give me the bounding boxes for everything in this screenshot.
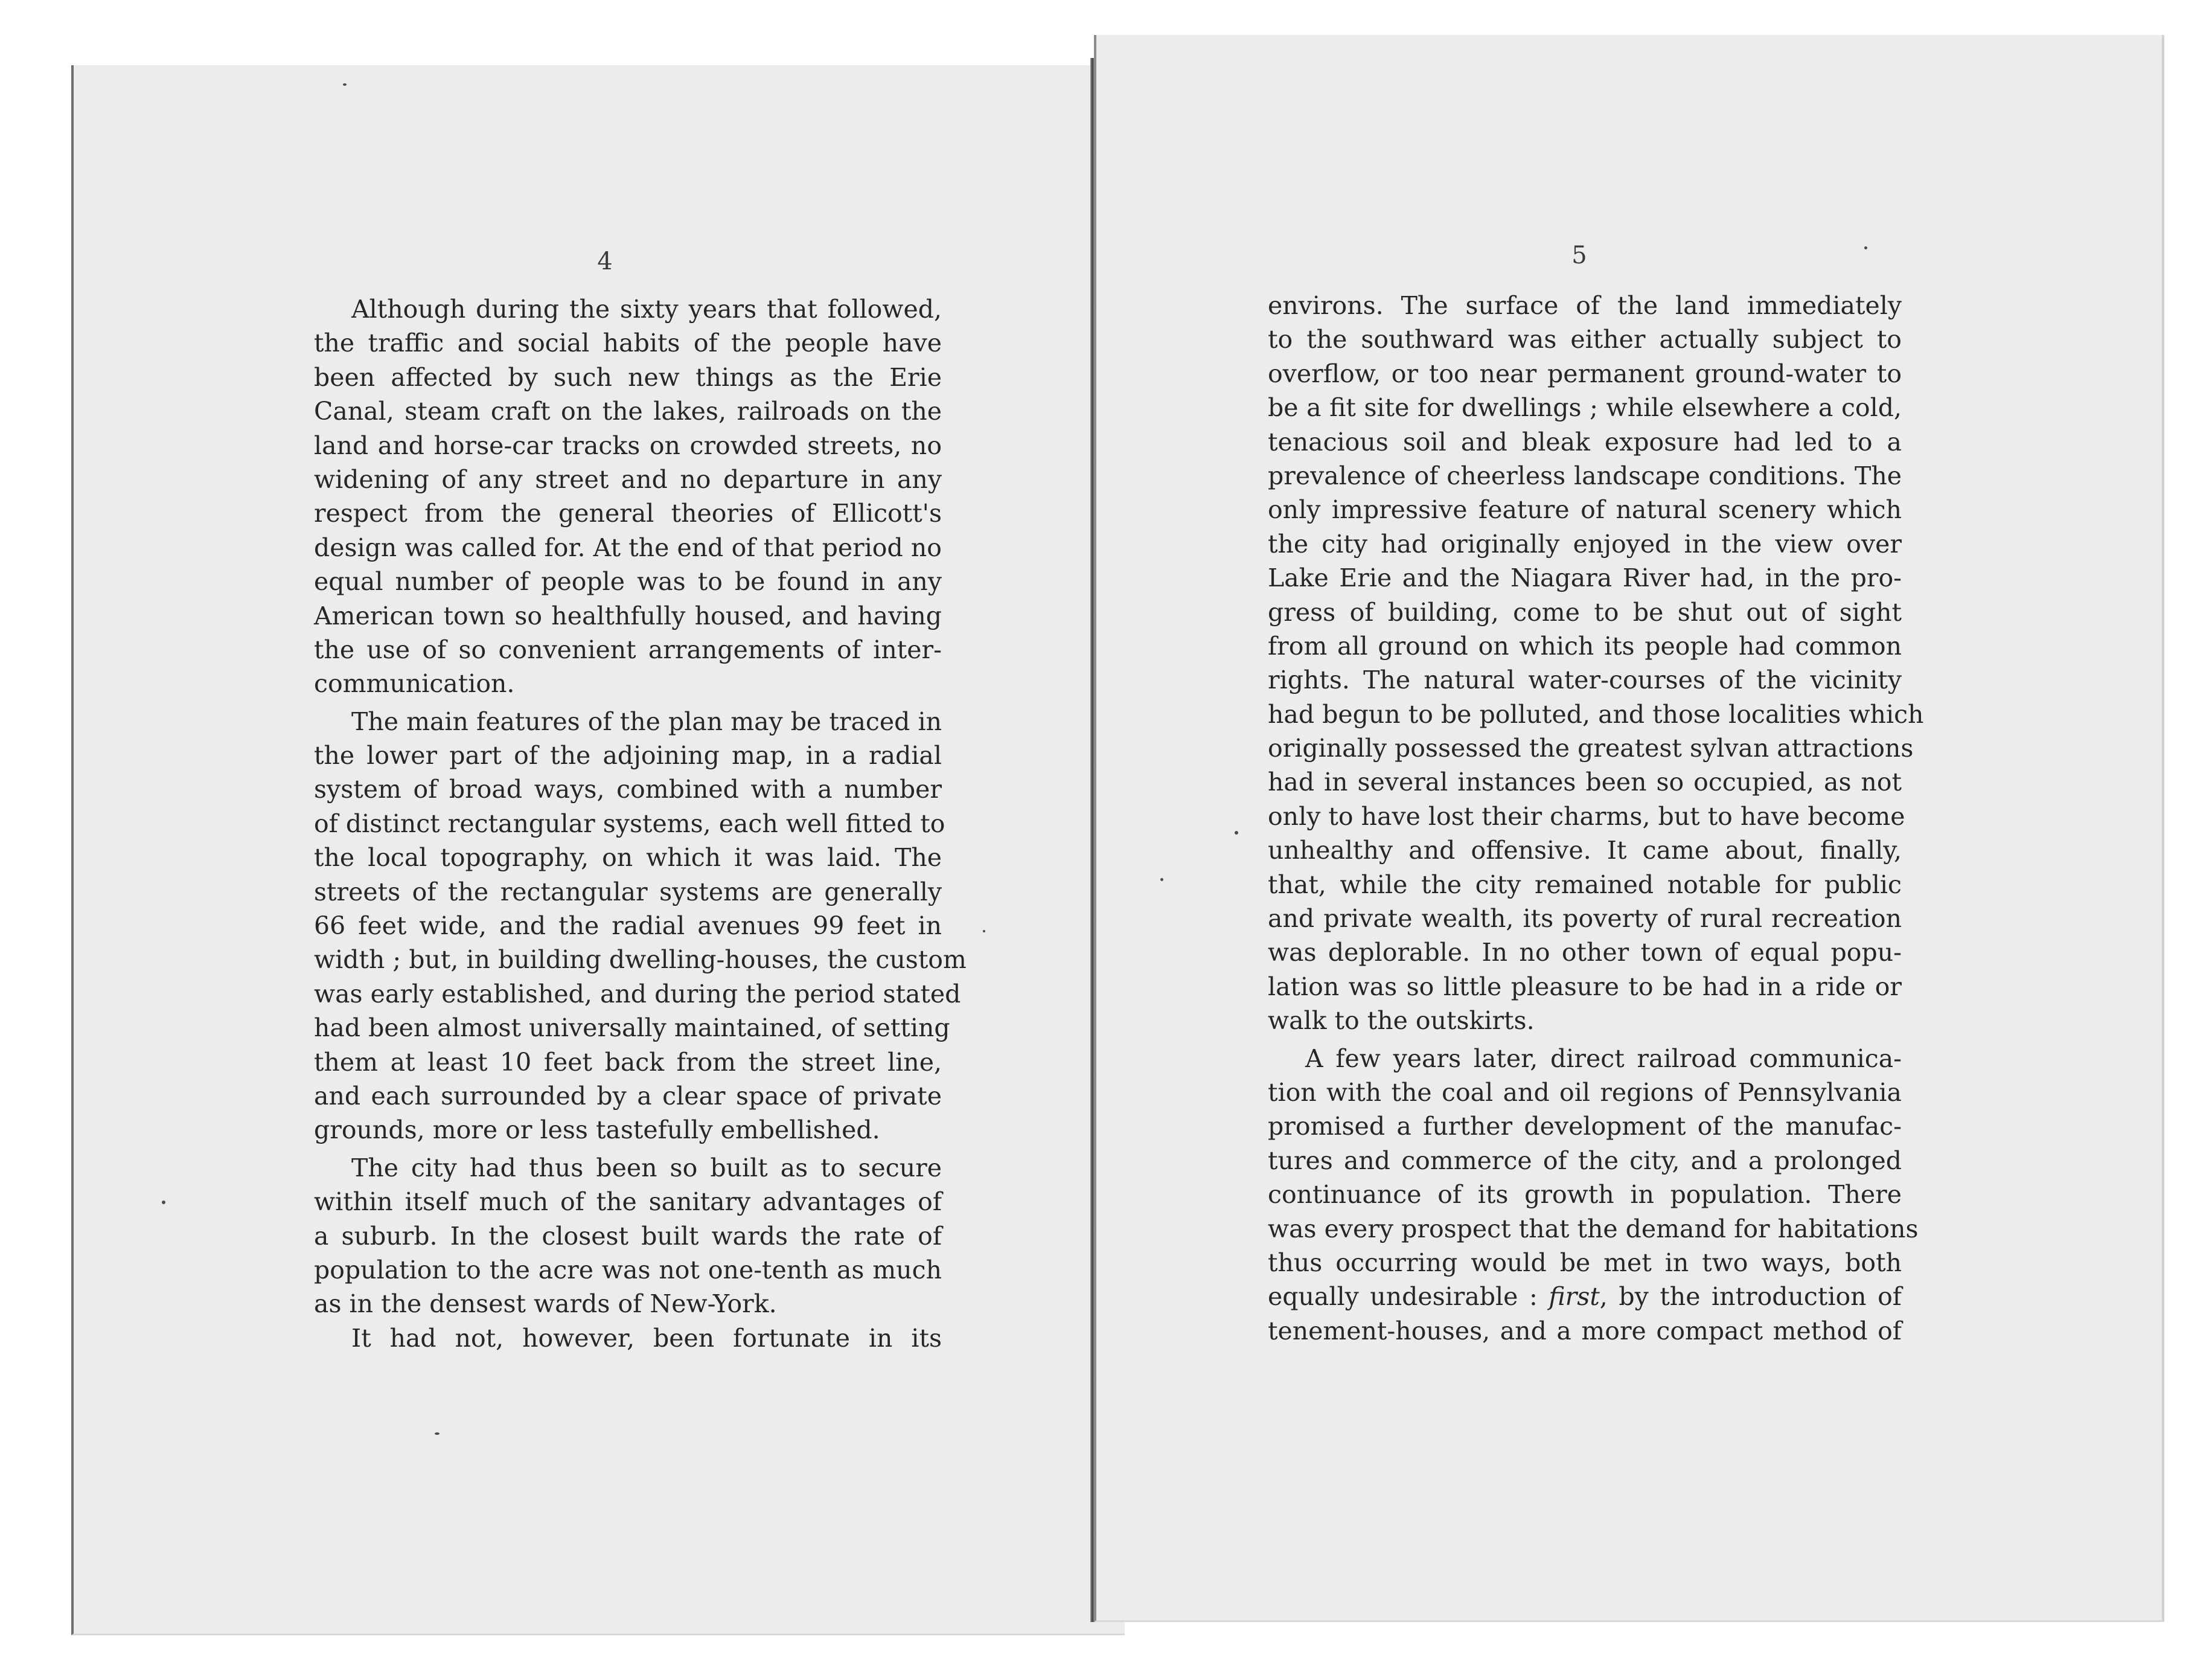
text-line: communication. [314, 669, 515, 699]
text-line: environs. The surface of the land immediately [1268, 291, 1902, 320]
text-line: the local topography, on which it was laid. The [314, 843, 942, 873]
left-page-text [314, 292, 967, 1355]
text-line: originally possessed the greatest sylvan attractions [1268, 734, 1914, 763]
text-line: 66 feet wide, and the radial avenues 99 feet in [314, 911, 942, 941]
text-line: only to have lost their charms, but to have become [1268, 801, 1905, 831]
text-line: within itself much of the sanitary advantages of [314, 1187, 942, 1217]
text-line: width ; but, in building dwelling-houses, the custom [314, 945, 967, 975]
text-line: was early established, and during the period stated [314, 979, 961, 1008]
text-line: population to the acre was not one-tenth as much [314, 1255, 942, 1284]
text-line: was every prospect that the demand for habitations [1268, 1214, 1919, 1243]
text-line: widening of any street and no departure in any [314, 464, 942, 494]
text-line: the lower part of the adjoining map, in a radial [314, 741, 942, 771]
text-line: rights. The natural water-courses of the vicinity [1268, 665, 1902, 695]
text-line: be a fit site for dwellings ; while elsewhere a cold, [1268, 393, 1902, 423]
text-line: was deplorable. In no other town of equal popu- [1268, 938, 1902, 967]
text-line: American town so healthfully housed, and having [314, 601, 942, 630]
text-line: only impressive feature of natural scenery which [1268, 495, 1902, 525]
text-fragment: equally undesirable : [1268, 1282, 1549, 1312]
text-line: as in the densest wards of New-York. [314, 1289, 777, 1319]
text-line: tenement-houses, and a more compact method of [1268, 1316, 1902, 1345]
text-line: thus occurring would be met in two ways, both [1268, 1248, 1902, 1277]
text-line: tion with the coal and oil regions of Pennsylvania [1268, 1077, 1902, 1107]
text-line: tenacious soil and bleak exposure had led to a [1268, 427, 1902, 457]
book-spine [1090, 58, 1095, 1622]
text-line: from all ground on which its people had common [1268, 631, 1902, 661]
right-page-text [1268, 289, 1924, 1348]
scan-speck [162, 1201, 165, 1204]
text-line: them at least 10 feet back from the street line, [314, 1047, 942, 1077]
paragraph [314, 705, 967, 1147]
text-line: the traffic and social habits of the people have [314, 329, 942, 358]
text-line: The main features of the plan may be traced in [351, 707, 942, 736]
text-line: unhealthy and offensive. It came about, finally, [1268, 836, 1902, 865]
text-line: grounds, more or less tastefully embellished. [314, 1115, 880, 1145]
text-fragment: , by the introduction of [1599, 1282, 1902, 1312]
scan-speck [1160, 878, 1163, 881]
text-line: overflow, or too near permanent ground-water to [1268, 359, 1902, 388]
paragraph [314, 292, 942, 701]
text-line: equal number of people was to be found in any [314, 567, 942, 597]
scan-speck [435, 1432, 440, 1435]
text-line: walk to the outskirts. [1268, 1006, 1535, 1036]
scan-speck [983, 930, 985, 932]
text-line: had in several instances been so occupied, as not [1268, 768, 1902, 797]
text-line: prevalence of cheerless landscape conditions. The [1268, 461, 1902, 490]
scan-speck [343, 83, 347, 86]
page-number-left: 4 [597, 248, 613, 275]
text-line: continuance of its growth in population. There [1268, 1180, 1902, 1210]
scan-speck [1235, 831, 1238, 835]
paragraph [314, 1151, 942, 1321]
text-line: had been almost universally maintained, of setting [314, 1013, 950, 1043]
text-line: and each surrounded by a clear space of private [314, 1081, 942, 1111]
paragraph [1268, 289, 1924, 1038]
text-line: respect from the general theories of Ellicott's [314, 499, 942, 528]
text-line: A few years later, direct railroad communica- [1305, 1044, 1902, 1073]
text-line: of distinct rectangular systems, each well fitted to [314, 809, 945, 838]
text-line: system of broad ways, combined with a number [314, 775, 942, 804]
text-line: promised a further development of the manufac- [1268, 1112, 1902, 1141]
text-line: the city had originally enjoyed in the view over [1268, 529, 1902, 559]
text-line: Lake Erie and the Niagara River had, in the pro- [1268, 563, 1902, 593]
text-line: been affected by such new things as the Erie [314, 362, 942, 392]
text-line: the use of so convenient arrangements of inter- [314, 635, 942, 664]
text-line: that, while the city remained notable for public [1268, 870, 1902, 899]
scan-speck [1864, 246, 1867, 249]
text-line: tures and commerce of the city, and a prolonged [1268, 1146, 1902, 1175]
text-line: Canal, steam craft on the lakes, railroads on the [314, 397, 942, 426]
text-line: land and horse-car tracks on crowded streets, no [314, 431, 942, 460]
text-line: lation was so little pleasure to be had in a ride or [1268, 972, 1902, 1001]
emphasized-word: first [1549, 1282, 1600, 1312]
text-line: a suburb. In the closest built wards the rate of [314, 1221, 942, 1251]
text-line: gress of building, come to be shut out of sight [1268, 597, 1902, 627]
text-line: streets of the rectangular systems are generally [314, 877, 942, 906]
text-line: to the southward was either actually subject to [1268, 325, 1902, 354]
text-line-with-emphasis [1268, 1280, 1902, 1313]
text-line: It had not, however, been fortunate in its [351, 1323, 942, 1353]
page-number-right: 5 [1571, 242, 1587, 269]
paragraph [314, 1321, 942, 1355]
text-line: design was called for. At the end of that period no [314, 533, 942, 562]
paragraph [1268, 1042, 1919, 1348]
text-line: The city had thus been so built as to secure [351, 1153, 942, 1182]
text-line: had begun to be polluted, and those localities which [1268, 699, 1924, 729]
text-line: Although during the sixty years that followed, [351, 295, 942, 324]
text-line: and private wealth, its poverty of rural recreation [1268, 904, 1902, 934]
